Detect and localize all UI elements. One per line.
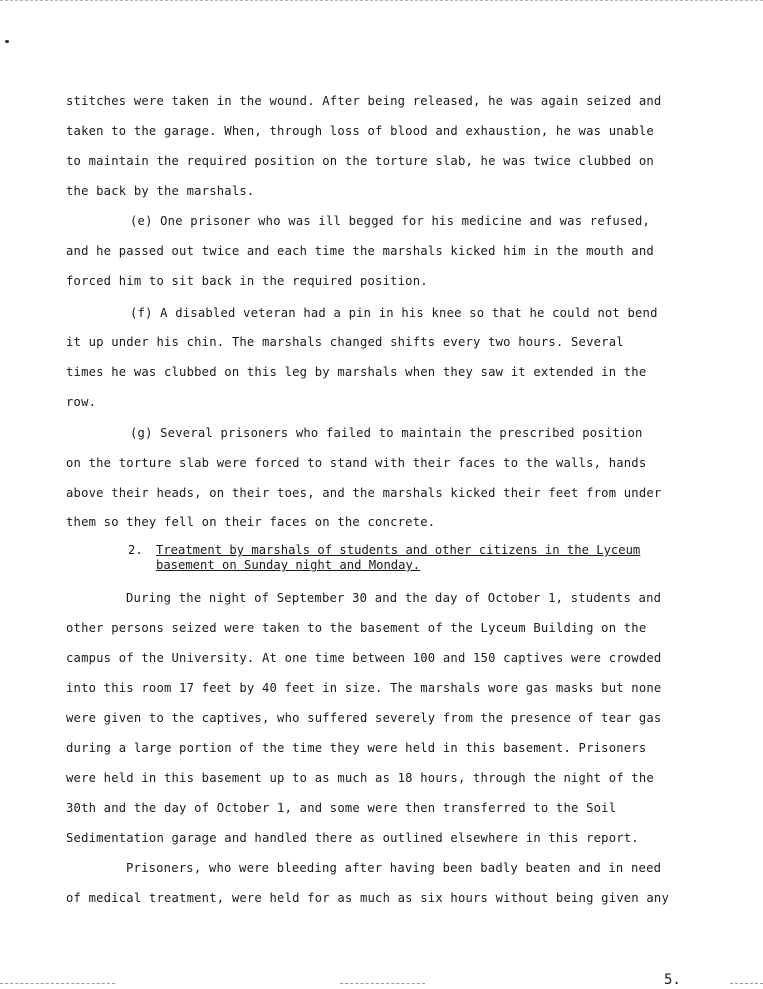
body-line: and he passed out twice and each time the marshals kicked him in the mouth and	[66, 244, 654, 258]
bottom-scan-mark	[340, 983, 425, 984]
section-heading-line2: basement on Sunday night and Monday.	[156, 558, 421, 572]
section-number: 2.	[128, 543, 143, 557]
bottom-scan-mark	[0, 983, 115, 984]
item-g-line: (g) Several prisoners who failed to maintain the prescribed position	[130, 426, 643, 440]
page-number: 5.	[664, 972, 681, 988]
body-line: on the torture slab were forced to stand with their faces to the walls, hands	[66, 456, 647, 470]
section-paragraph-line: other persons seized were taken to the basement of the Lyceum Building on the	[66, 621, 647, 635]
section-paragraph-line: into this room 17 feet by 40 feet in size. The marshals wore gas masks but none	[66, 681, 662, 695]
scan-speck	[5, 40, 9, 43]
body-line: to maintain the required position on the torture slab, he was twice clubbed on	[66, 154, 654, 168]
section-paragraph-line: were given to the captives, who suffered severely from the presence of tear gas	[66, 711, 662, 725]
body-line: them so they fell on their faces on the concrete.	[66, 515, 436, 529]
body-line: above their heads, on their toes, and the marshals kicked their feet from under	[66, 486, 662, 500]
bottom-scan-mark	[730, 983, 763, 984]
section-paragraph-line: Sedimentation garage and handled there as outlined elsewhere in this report.	[66, 831, 639, 845]
item-e-line: (e) One prisoner who was ill begged for his medicine and was refused,	[130, 214, 651, 228]
section-paragraph-line: 30th and the day of October 1, and some were then transferred to the Soil	[66, 801, 617, 815]
body-line: forced him to sit back in the required position.	[66, 274, 428, 288]
body-line: times he was clubbed on this leg by marshals when they saw it extended in the	[66, 365, 647, 379]
body-line: the back by the marshals.	[66, 184, 255, 198]
body-line: it up under his chin. The marshals changed shifts every two hours. Several	[66, 335, 624, 349]
section-paragraph-line: of medical treatment, were held for as much as six hours without being given any	[66, 891, 669, 905]
section-paragraph-line: During the night of September 30 and the day of October 1, students and	[126, 591, 662, 605]
body-line: taken to the garage. When, through loss of blood and exhaustion, he was unable	[66, 124, 654, 138]
section-paragraph-line: were held in this basement up to as much as 18 hours, through the night of the	[66, 771, 654, 785]
body-line: row.	[66, 395, 97, 409]
page-top-edge	[0, 0, 763, 1]
section-paragraph-line: during a large portion of the time they were held in this basement. Prisoners	[66, 741, 647, 755]
section-heading-line1: Treatment by marshals of students and other citizens in the Lyceum	[156, 543, 641, 557]
section-paragraph-line: Prisoners, who were bleeding after having been badly beaten and in need	[126, 861, 662, 875]
section-heading	[128, 543, 640, 557]
item-f-line: (f) A disabled veteran had a pin in his knee so that he could not bend	[130, 306, 658, 320]
body-line: stitches were taken in the wound. After being released, he was again seized and	[66, 94, 662, 108]
section-paragraph-line: campus of the University. At one time between 100 and 150 captives were crowded	[66, 651, 662, 665]
